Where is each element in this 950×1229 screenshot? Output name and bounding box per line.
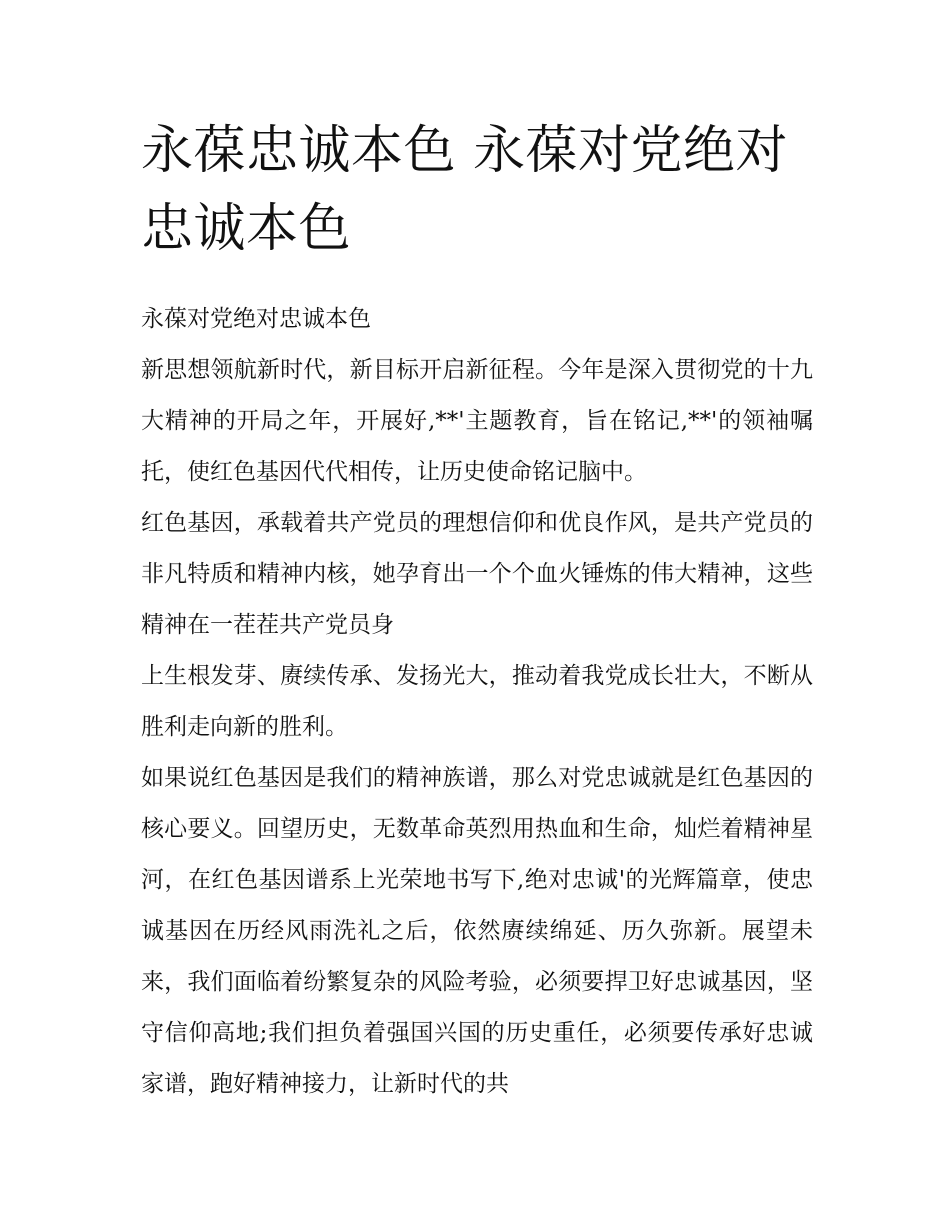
paragraph-2: 红色基因，承载着共产党员的理想信仰和优良作风，是共产党员的非凡特质和精神内核，她孕育出一个个血火锤炼的伟大精神，这些精神在一茬茬共产党员身: [141, 510, 813, 638]
paragraph-3: 上生根发芽、赓续传承、发扬光大，推动着我党成长壮大，不断从胜利走向新的胜利。: [141, 663, 813, 740]
document-subtitle: 永葆对党绝对忠诚本色: [141, 306, 371, 332]
paragraph-4: 如果说红色基因是我们的精神族谱，那么对党忠诚就是红色基因的核心要义。回望历史，无数革命英烈用热血和生命，灿烂着精神星河，在红色基因谱系上光荣地书写下,绝对忠诚'的光辉篇章，使忠诚基因在历经风雨洗礼之后，依然赓续绵延、历久弥新。展望未来，我们面临着纷繁复杂的风险考验，必须要捍卫好忠诚基因，坚守信仰高地;我们担负着强国兴国的历史重任，必须要传承好忠诚家谱，跑好精神接力，让新时代的共: [141, 765, 813, 1097]
paragraph-1: 新思想领航新时代，新目标开启新征程。今年是深入贯彻党的十九大精神的开局之年，开展好,**'主题教育，旨在铭记,**'的领袖嘱托，使红色基因代代相传，让历史使命铭记脑中。: [141, 357, 813, 485]
document-title: 永葆忠诚本色 永葆对党绝对忠诚本色: [141, 121, 789, 259]
document-page: [141, 112, 813, 1110]
